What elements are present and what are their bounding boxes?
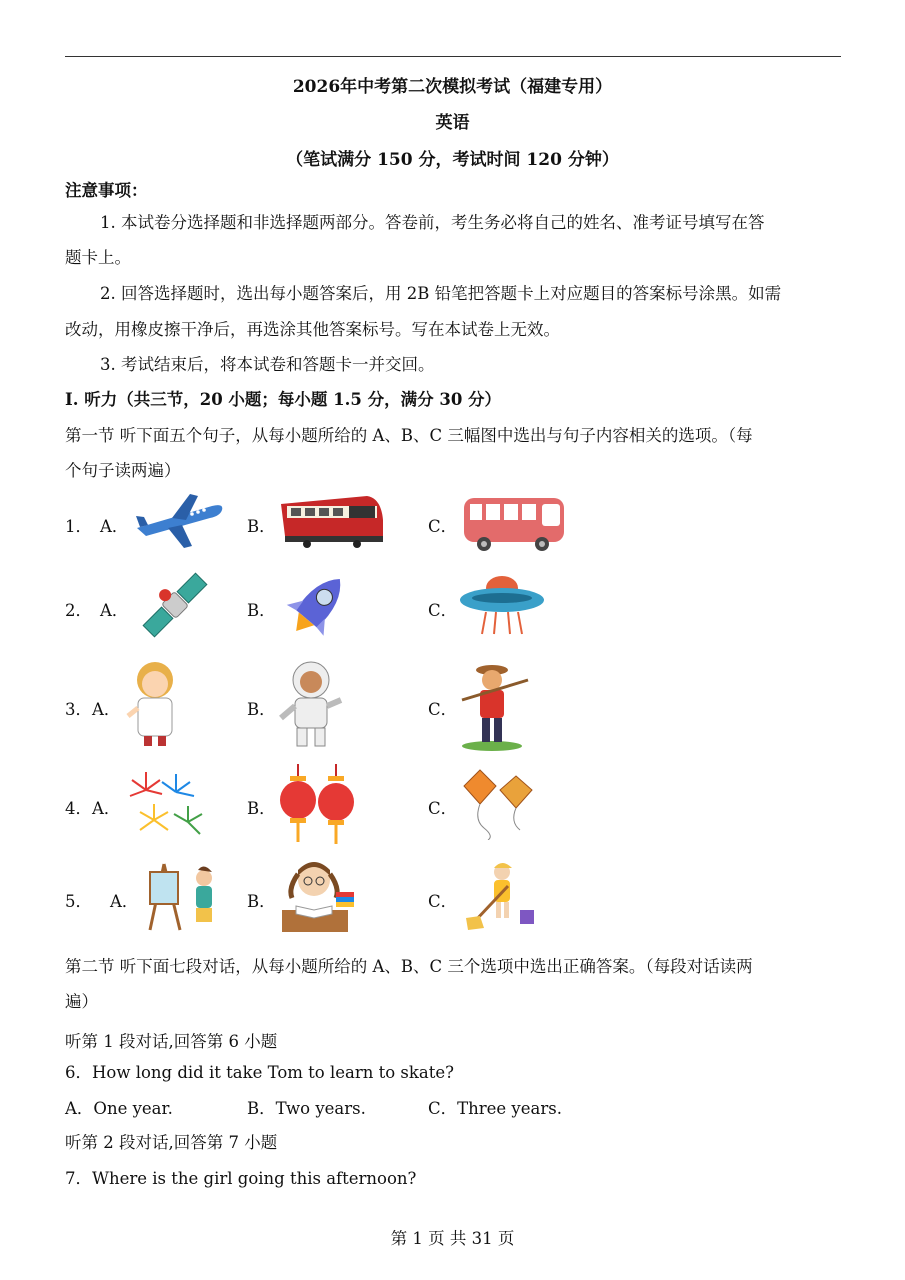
q1-option-c: C． bbox=[428, 517, 458, 536]
fireworks-icon bbox=[124, 768, 208, 840]
dialog-2-intro: 听第 2 段对话,回答第 7 小题 bbox=[65, 1133, 278, 1152]
q6-option-c: C．Three years. bbox=[428, 1099, 562, 1118]
q6-option-a: A．One year. bbox=[65, 1099, 173, 1118]
q1-option-a: A． bbox=[100, 517, 129, 536]
section1-title: I. 听力（共三节，20 小题；每小题 1.5 分，满分 30 分） bbox=[65, 390, 502, 409]
q2-option-a: A． bbox=[100, 601, 129, 620]
q5-option-a: A． bbox=[110, 892, 139, 911]
q1-number: 1． bbox=[65, 517, 92, 536]
astronaut-icon bbox=[277, 658, 345, 750]
part2-instruction-line-2: 遍） bbox=[65, 992, 98, 1011]
exam-title: 2026年中考第二次模拟考试（福建专用） bbox=[292, 77, 613, 97]
q4-option-b: B． bbox=[247, 799, 276, 818]
q5-option-b: B． bbox=[247, 892, 276, 911]
note-1-line-2: 题卡上。 bbox=[65, 248, 131, 267]
header-rule bbox=[65, 56, 841, 57]
q7-question: 7．Where is the girl going this afternoon? bbox=[65, 1169, 417, 1188]
q4-option-c: C． bbox=[428, 799, 458, 818]
q4-number: 4． bbox=[65, 799, 92, 818]
q3-option-c: C． bbox=[428, 700, 458, 719]
part2-instruction-line-1: 第二节 听下面七段对话，从每小题所给的 A、B、C 三个选项中选出正确答案。（每段对话读两 bbox=[65, 957, 753, 976]
dialog-1-intro: 听第 1 段对话,回答第 6 小题 bbox=[65, 1032, 278, 1051]
q1-option-b: B． bbox=[247, 517, 276, 536]
farmer-icon bbox=[458, 660, 534, 752]
doctor-icon bbox=[122, 658, 188, 750]
note-1-line-1: 1. 本试卷分选择题和非选择题两部分。答卷前，考生务必将自己的姓名、准考证号填写在答 bbox=[100, 213, 765, 232]
q3-option-a: A． bbox=[92, 700, 121, 719]
note-2-line-2: 改动，用橡皮擦干净后，再选涂其他答案标号。写在本试卷上无效。 bbox=[65, 320, 560, 339]
q5-number: 5． bbox=[65, 892, 92, 911]
satellite-icon bbox=[140, 567, 210, 643]
sweeping-icon bbox=[462, 860, 540, 932]
note-2-line-1: 2. 回答选择题时，选出每小题答案后，用 2B 铅笔把答题卡上对应题目的答案标号涂黑。如需 bbox=[100, 284, 782, 303]
note-3: 3. 考试结束后，将本试卷和答题卡一并交回。 bbox=[100, 355, 435, 374]
q2-option-b: B． bbox=[247, 601, 276, 620]
q2-number: 2． bbox=[65, 601, 92, 620]
q6-option-b: B．Two years. bbox=[247, 1099, 366, 1118]
reading-icon bbox=[278, 858, 358, 938]
painting-icon bbox=[140, 860, 222, 932]
q3-number: 3． bbox=[65, 700, 92, 719]
page-footer: 第 1 页 共 31 页 bbox=[390, 1229, 515, 1248]
q5-option-c: C． bbox=[428, 892, 458, 911]
kites-icon bbox=[460, 766, 536, 840]
q2-option-c: C． bbox=[428, 601, 458, 620]
airplane-icon bbox=[132, 490, 227, 552]
part1-instruction-line-2: 个句子读两遍） bbox=[65, 461, 181, 480]
bus-icon bbox=[460, 492, 568, 554]
ufo-icon bbox=[458, 570, 546, 638]
q4-option-a: A． bbox=[92, 799, 121, 818]
part1-instruction-line-1: 第一节 听下面五个句子，从每小题所给的 A、B、C 三幅图中选出与句子内容相关的选项。（每 bbox=[65, 426, 753, 445]
rocket-icon bbox=[278, 567, 358, 643]
q3-option-b: B． bbox=[247, 700, 276, 719]
exam-info: （笔试满分 150 分，考试时间 120 分钟） bbox=[286, 150, 619, 170]
notes-heading: 注意事项： bbox=[65, 181, 148, 200]
subject-title: 英语 bbox=[435, 113, 470, 133]
train-icon bbox=[277, 490, 387, 552]
lanterns-icon bbox=[278, 764, 358, 846]
q6-question: 6．How long did it take Tom to learn to skate? bbox=[65, 1063, 454, 1082]
